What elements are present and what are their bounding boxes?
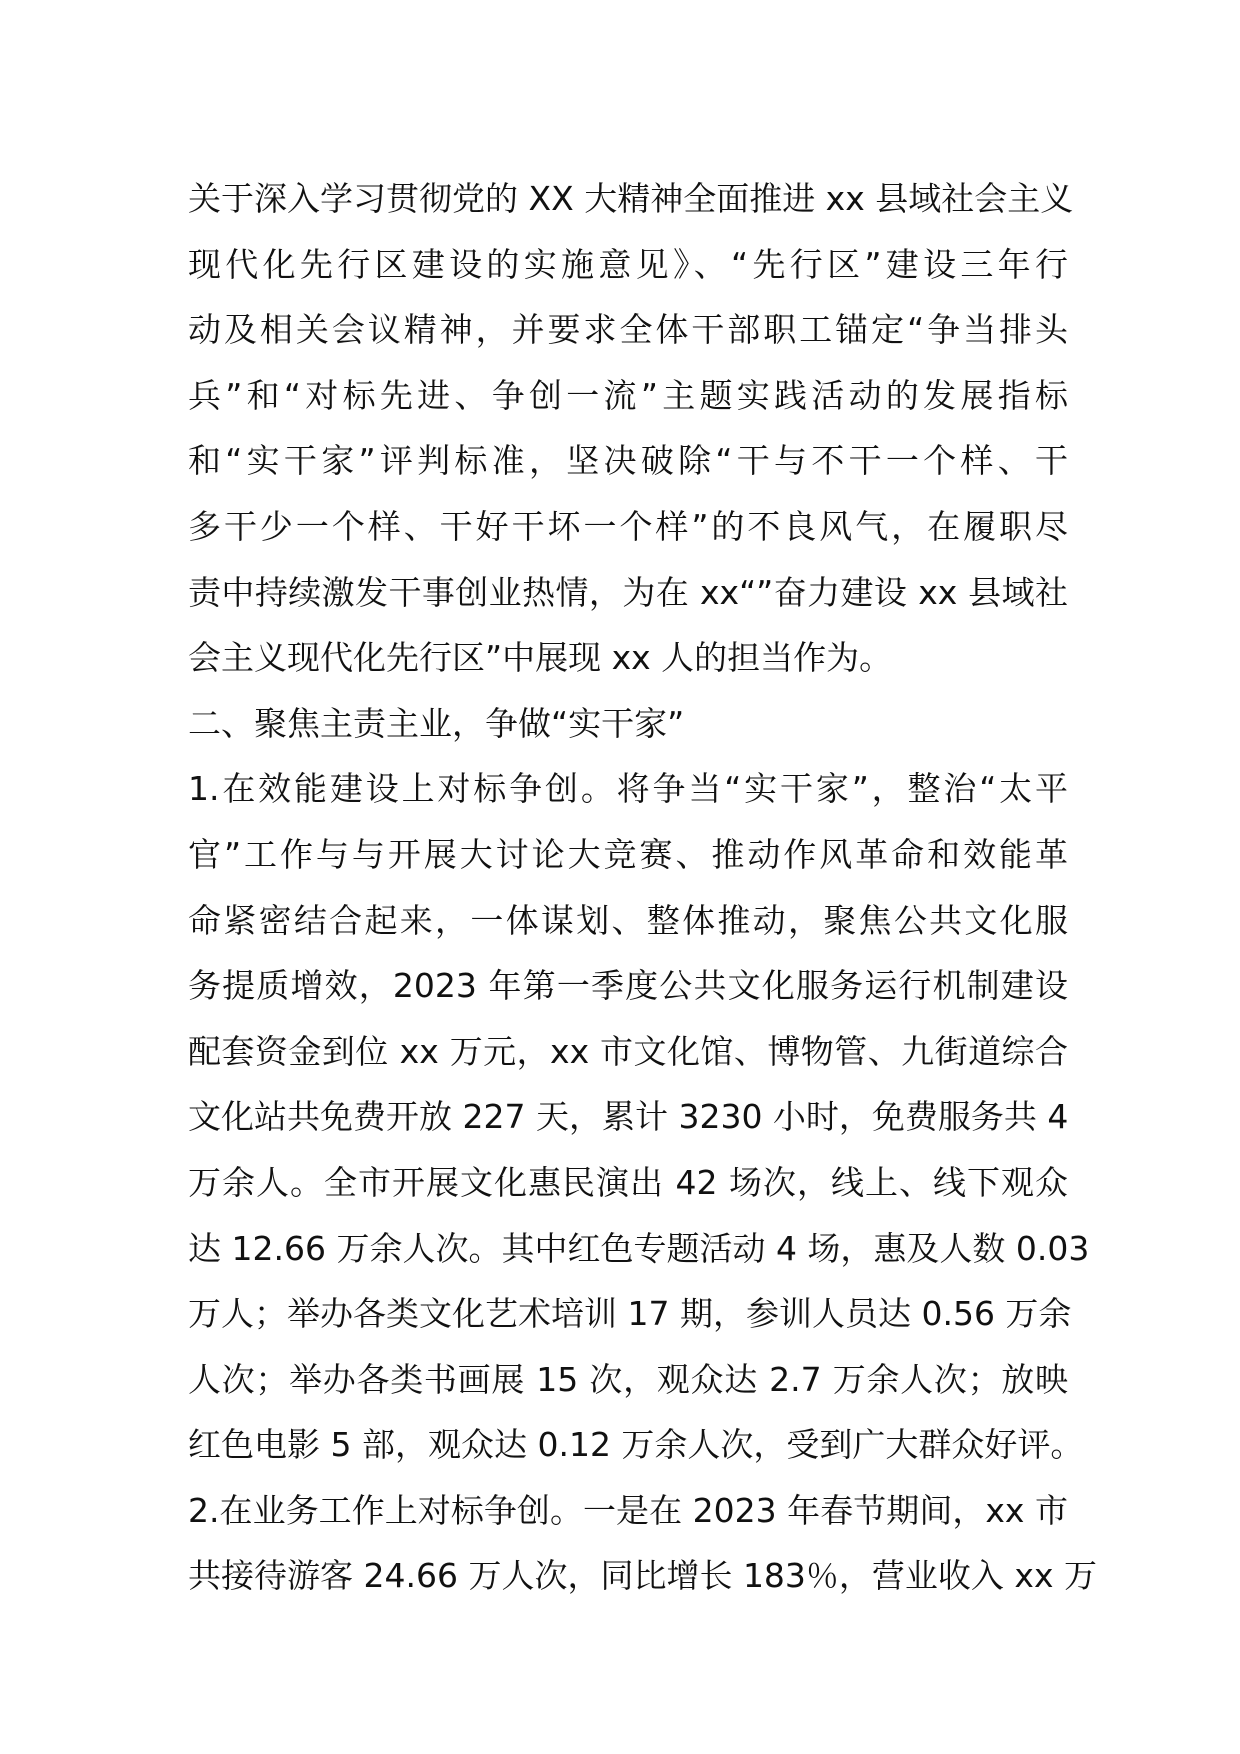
body-text <box>188 166 1097 1609</box>
text-line: 红色电影 5 部，观众达 0.12 万余人次，受到广大群众好评。 <box>188 1425 1084 1465</box>
text-line: 责中持续激发干事创业热情，为在 xx“”奋力建设 xx 县域社 <box>188 572 1068 612</box>
text-line: 动及相关会议精神，并要求全体干部职工锚定“争当排头 <box>188 310 1068 350</box>
text-line: 共接待游客 24.66 万人次，同比增长 183％，营业收入 xx 万 <box>188 1556 1097 1596</box>
text-line: 人次；举办各类书画展 15 次，观众达 2.7 万余人次；放映 <box>188 1359 1068 1399</box>
text-line: 会主义现代化先行区”中展现 xx 人的担当作为。 <box>188 638 893 678</box>
text-line: 多干少一个样、干好干坏一个样”的不良风气，在履职尽 <box>188 506 1068 546</box>
text-line: 万余人。全市开展文化惠民演出 42 场次，线上、线下观众 <box>188 1162 1068 1202</box>
text-line: 文化站共免费开放 227 天，累计 3230 小时，免费服务共 4 <box>188 1097 1069 1137</box>
text-line: 达 12.66 万余人次。其中红色专题活动 4 场，惠及人数 0.03 <box>188 1228 1090 1268</box>
text-line: 兵”和“对标先进、争创一流”主题实践活动的发展指标 <box>188 375 1068 415</box>
text-line: 关于深入学习贯彻党的 XX 大精神全面推进 xx 县域社会主义 <box>188 179 1074 218</box>
text-line: 官”工作与与开展大讨论大竞赛、推动作风革命和效能革 <box>188 834 1068 874</box>
text-line: 命紧密结合起来，一体谋划、整体推动，聚焦公共文化服 <box>188 900 1068 940</box>
section-heading: 二、聚焦主责主业，争做“实干家” <box>188 703 685 743</box>
text-line: 和“实干家”评判标准，坚决破除“干与不干一个样、干 <box>188 441 1068 481</box>
text-line: 万人；举办各类文化艺术培训 17 期，参训人员达 0.56 万余 <box>188 1294 1072 1334</box>
text-line: 配套资金到位 xx 万元，xx 市文化馆、博物管、九街道综合 <box>188 1031 1068 1071</box>
text-line: 1.在效能建设上对标争创。将争当“实干家”，整治“太平 <box>188 769 1068 809</box>
text-line: 2.在业务工作上对标争创。一是在 2023 年春节期间，xx 市 <box>188 1490 1068 1530</box>
text-line: 现代化先行区建设的实施意见》、“先行区”建设三年行 <box>188 244 1068 284</box>
text-line: 务提质增效，2023 年第一季度公共文化服务运行机制建设 <box>188 966 1068 1006</box>
